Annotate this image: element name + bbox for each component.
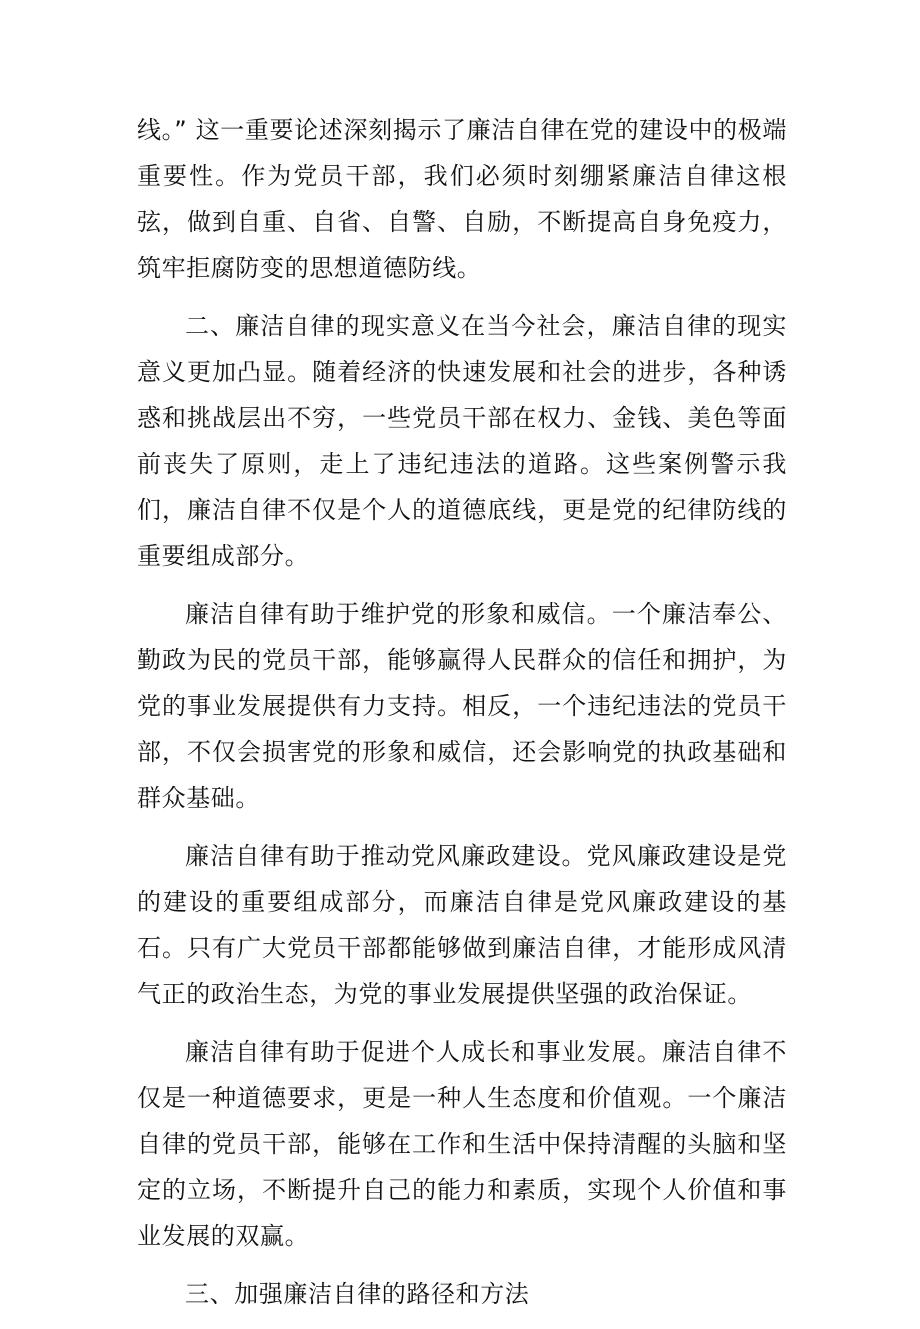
paragraph-personal-growth: 廉洁自律有助于促进个人成长和事业发展。廉洁自律不仅是一种道德要求，更是一种人生态度和价值观。一个廉洁自律的党员干部，能够在工作和生活中保持清醒的头脑和坚定的立场，不断提升自己的能力和素质，实现个人价值和事业发展的双赢。 bbox=[137, 1038, 787, 1250]
paragraph-continuation: 线。” 这一重要论述深刻揭示了廉洁自律在党的建设中的极端重要性。作为党员干部，我们必须时刻绷紧廉洁自律这根弦，做到自重、自省、自警、自励，不断提高自身免疫力，筑牢拒腐防变的思想道德防线。 bbox=[137, 116, 787, 282]
paragraph-party-image: 廉洁自律有助于维护党的形象和威信。一个廉洁奉公、勤政为民的党员干部，能够赢得人民群众的信任和拥护，为党的事业发展提供有力支持。相反，一个违纪违法的党员干部，不仅会损害党的形象和威信，还会影响党的执政基础和群众基础。 bbox=[137, 600, 787, 812]
document-body bbox=[137, 107, 787, 1329]
paragraph-party-conduct: 廉洁自律有助于推动党风廉政建设。党风廉政建设是党的建设的重要组成部分，而廉洁自律是党风廉政建设的基石。只有广大党员干部都能够做到廉洁自律，才能形成风清气正的政治生态，为党的事业发展提供坚强的政治保证。 bbox=[137, 842, 787, 1008]
section-heading-three: 三、加强廉洁自律的路径和方法 bbox=[185, 1280, 530, 1308]
paragraph-section-two: 二、廉洁自律的现实意义在当今社会，廉洁自律的现实意义更加凸显。随着经济的快速发展和社会的进步，各种诱惑和挑战层出不穷，一些党员干部在权力、金钱、美色等面前丧失了原则，走上了违纪违法的道路。这些案例警示我们，廉洁自律不仅是个人的道德底线，更是党的纪律防线的重要组成部分。 bbox=[137, 312, 787, 570]
